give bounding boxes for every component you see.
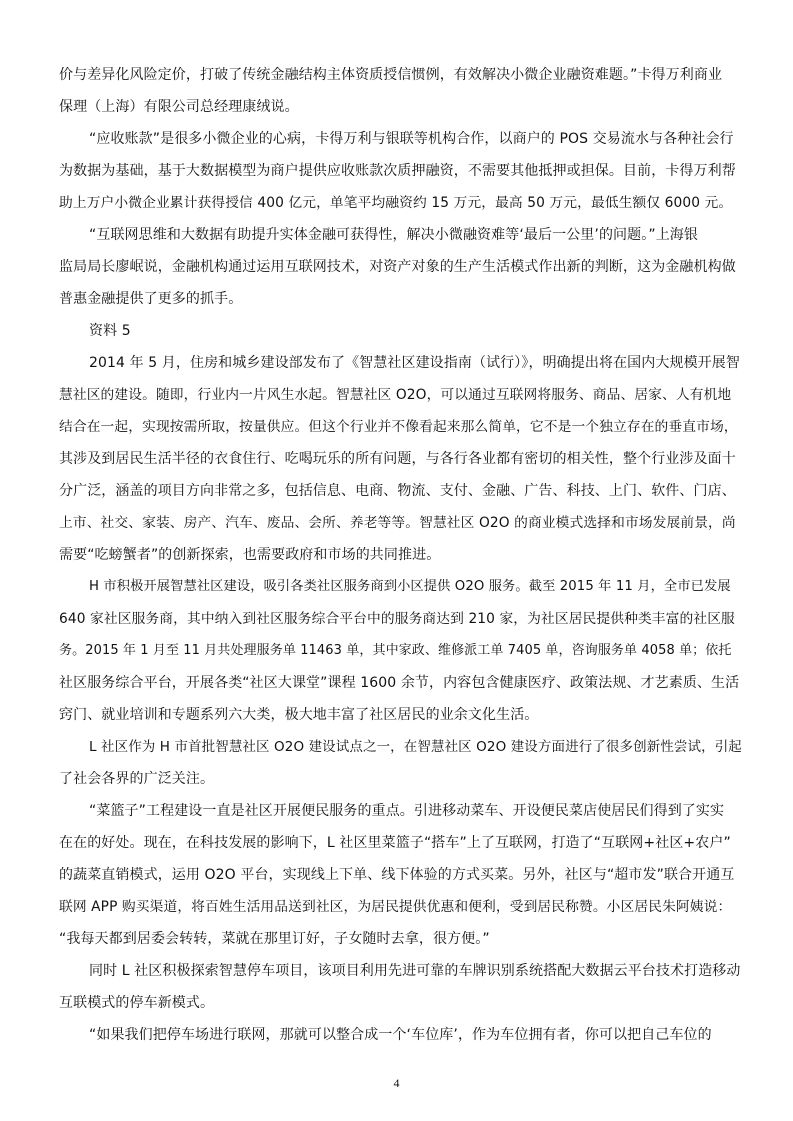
text-line: 其涉及到居民生活半径的衣食住行、吃喝玩乐的所有问题，与各行各业都有密切的相关性，整个行业涉及面十 [59, 451, 736, 467]
text-line: 普惠金融提供了更多的抓手。 [59, 291, 243, 307]
text-line: 社区服务综合平台，开展各类“社区大课堂”课程 1600 余节，内容包含健康医疗、政策法规、才艺素质、生活 [59, 675, 740, 691]
text-line: 慧社区的建设。随即，行业内一片风生水起。智慧社区 O2O，可以通过互联网将服务、商品、居家、人有机地 [59, 387, 732, 403]
text-line: H 市积极开展智慧社区建设，吸引各类社区服务商到小区提供 O2O 服务。截至 2015 年 11 月，全市已发展 [89, 579, 731, 594]
text-line: 2014 年 5 月，住房和城乡建设部发布了《智慧社区建设指南（试行）》，明确提出将在国内大规模开展智 [89, 355, 740, 371]
text-line: 640 家社区服务商，其中纳入到社区服务综合平台中的服务商达到 210 家，为社区居民提供种类丰富的社区服 [59, 611, 735, 627]
text-line: 务。2015 年 1 月至 11 月共处理服务单 11463 单，其中家政、维修派工单 7405 单，咨询服务单 4058 单；依托 [59, 643, 732, 658]
text-line: 为数据为基础，基于大数据模型为商户提供应收账款次质押融资，不需要其他抵押或担保。目前，卡得万利帮 [59, 163, 736, 179]
text-line: 窍门、就业培训和专题系列六大类，极大地丰富了社区居民的业余文化生活。 [59, 707, 539, 723]
text-line: 的蔬菜直销模式，运用 O2O 平台，实现线上下单、线下体验的方式买菜。另外，社区与“超市发”联合开通互 [59, 867, 735, 883]
text-line: 保理（上海）有限公司总经理康绒说。 [59, 99, 299, 115]
text-line: 价与差异化风险定价，打破了传统金融结构主体资质授信惯例，有效解决小微企业融资难题。”卡得万利商业 [59, 67, 723, 83]
text-line: 联网 APP 购买渠道，将百姓生活用品送到社区，为居民提供优惠和便利，受到居民称赞。小区居民朱阿姨说： [59, 899, 732, 915]
text-line: 分广泛，涵盖的项目方向非常之多，包括信息、电商、物流、支付、金融、广告、科技、上门、软件、门店、 [59, 483, 736, 499]
page-number: 4 [393, 1076, 400, 1090]
text-line: 监局局长廖岷说，金融机构通过运用互联网技术，对资产对象的生产生活模式作出新的判断，这为金融机构做 [59, 259, 736, 275]
text-line: L 社区作为 H 市首批智慧社区 O2O 建设试点之一，在智慧社区 O2O 建设方面进行了很多创新性尝试，引起 [89, 739, 742, 755]
text-line: 结合在一起，实现按需所取，按量供应。但这个行业并不像看起来那么简单，它不是一个独立存在的垂直市场， [59, 419, 738, 435]
text-line: 助上万户小微企业累计获得授信 400 亿元，单笔平均融资约 15 万元，最高 50 万元，最低生额仅 6000 元。 [59, 195, 733, 211]
section-heading: 资料 5 [89, 323, 131, 339]
text-line: 了社会各界的广泛关注。 [59, 771, 215, 787]
text-line: “如果我们把停车场进行联网，那就可以整合成一个‘车位库’，作为车位拥有者，你可以把自己车位的 [89, 1027, 712, 1043]
text-line: 同时 L 社区积极探索智慧停车项目，该项目利用先进可靠的车牌识别系统搭配大数据云平台技术打造移动 [89, 963, 741, 979]
text-line: “我每天都到居委会转转，菜就在那里订好，子女随时去拿，很方便。” [59, 931, 490, 947]
text-line: 互联模式的停车新模式。 [59, 995, 215, 1011]
text-line: “互联网思维和大数据有助提升实体金融可获得性，解决小微融资难等‘最后一公里’的问题。”上海银 [89, 227, 699, 243]
text-line: 需要“吃螃蟹者”的创新探索，也需要政府和市场的共同推进。 [59, 547, 441, 563]
text-line: “菜篮子”工程建设一直是社区开展便民服务的重点。引进移动菜车、开设便民菜店使居民们得到了实实 [89, 803, 725, 819]
text-line: 在在的好处。现在，在科技发展的影响下，L 社区里菜篮子“搭车”上了互联网，打造了“互联网+社区+农户” [59, 835, 731, 851]
text-line: 上市、社交、家装、房产、汽车、废品、会所、养老等等。智慧社区 O2O 的商业模式选择和市场发展前景，尚 [59, 515, 736, 531]
text-line: “应收账款”是很多小微企业的心病，卡得万利与银联等机构合作，以商户的 POS 交易流水与各种社会行 [89, 131, 734, 147]
